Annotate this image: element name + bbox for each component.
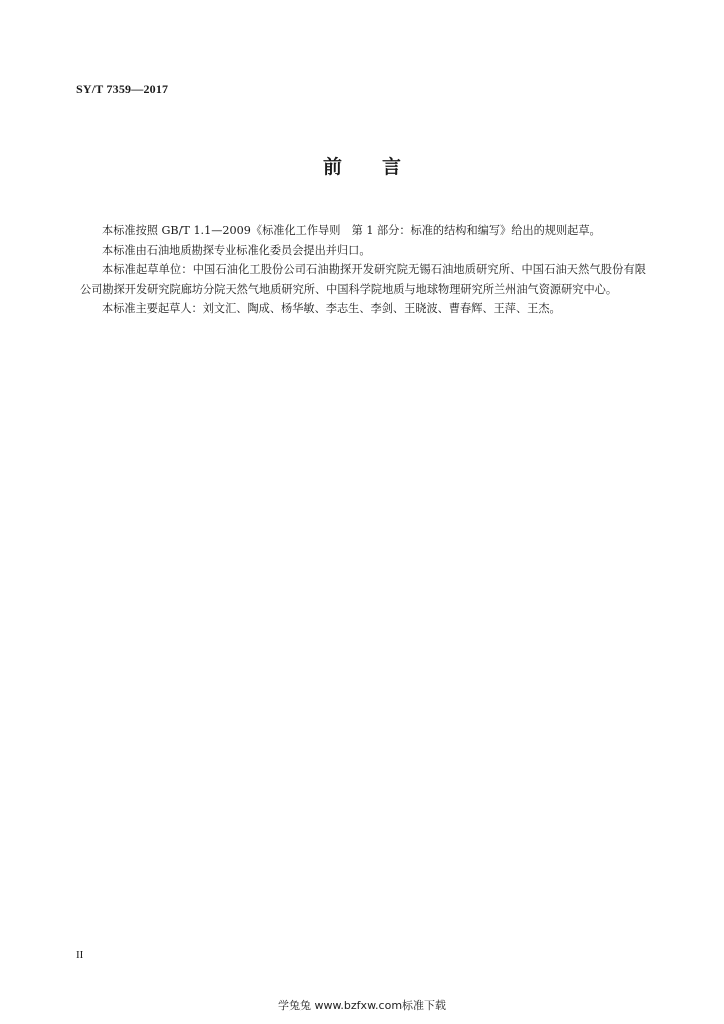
paragraph-drafting-units: 本标准起草单位：中国石油化工股份公司石油勘探开发研究院无锡石油地质研究所、中国石油天然气股份有限公司勘探开发研究院廊坊分院天然气地质研究所、中国科学院地质与地球物理研究所兰州油气资源研究中心。 (80, 263, 646, 296)
paragraph-drafting-rules: 本标准按照 GB/T 1.1—2009《标准化工作导则 第 1 部分：标准的结构和编写》给出的规则起草。 (102, 224, 601, 237)
title-char-1: 前 (322, 156, 342, 178)
standard-code: SY/T 7359—2017 (76, 82, 169, 96)
section-title (0, 152, 724, 179)
paragraph-proposer: 本标准由石油地质勘探专业标准化委员会提出并归口。 (102, 243, 371, 257)
title-char-2: 言 (382, 156, 402, 178)
paragraph-drafters: 本标准主要起草人：刘文汇、陶成、杨华敏、李志生、李剑、王晓波、曹春辉、王萍、王杰。 (102, 302, 561, 315)
footer-watermark: 学兔兔 www.bzfxw.com标准下载 (277, 999, 447, 1012)
foreword-body (80, 221, 646, 319)
page-number: II (76, 949, 84, 961)
